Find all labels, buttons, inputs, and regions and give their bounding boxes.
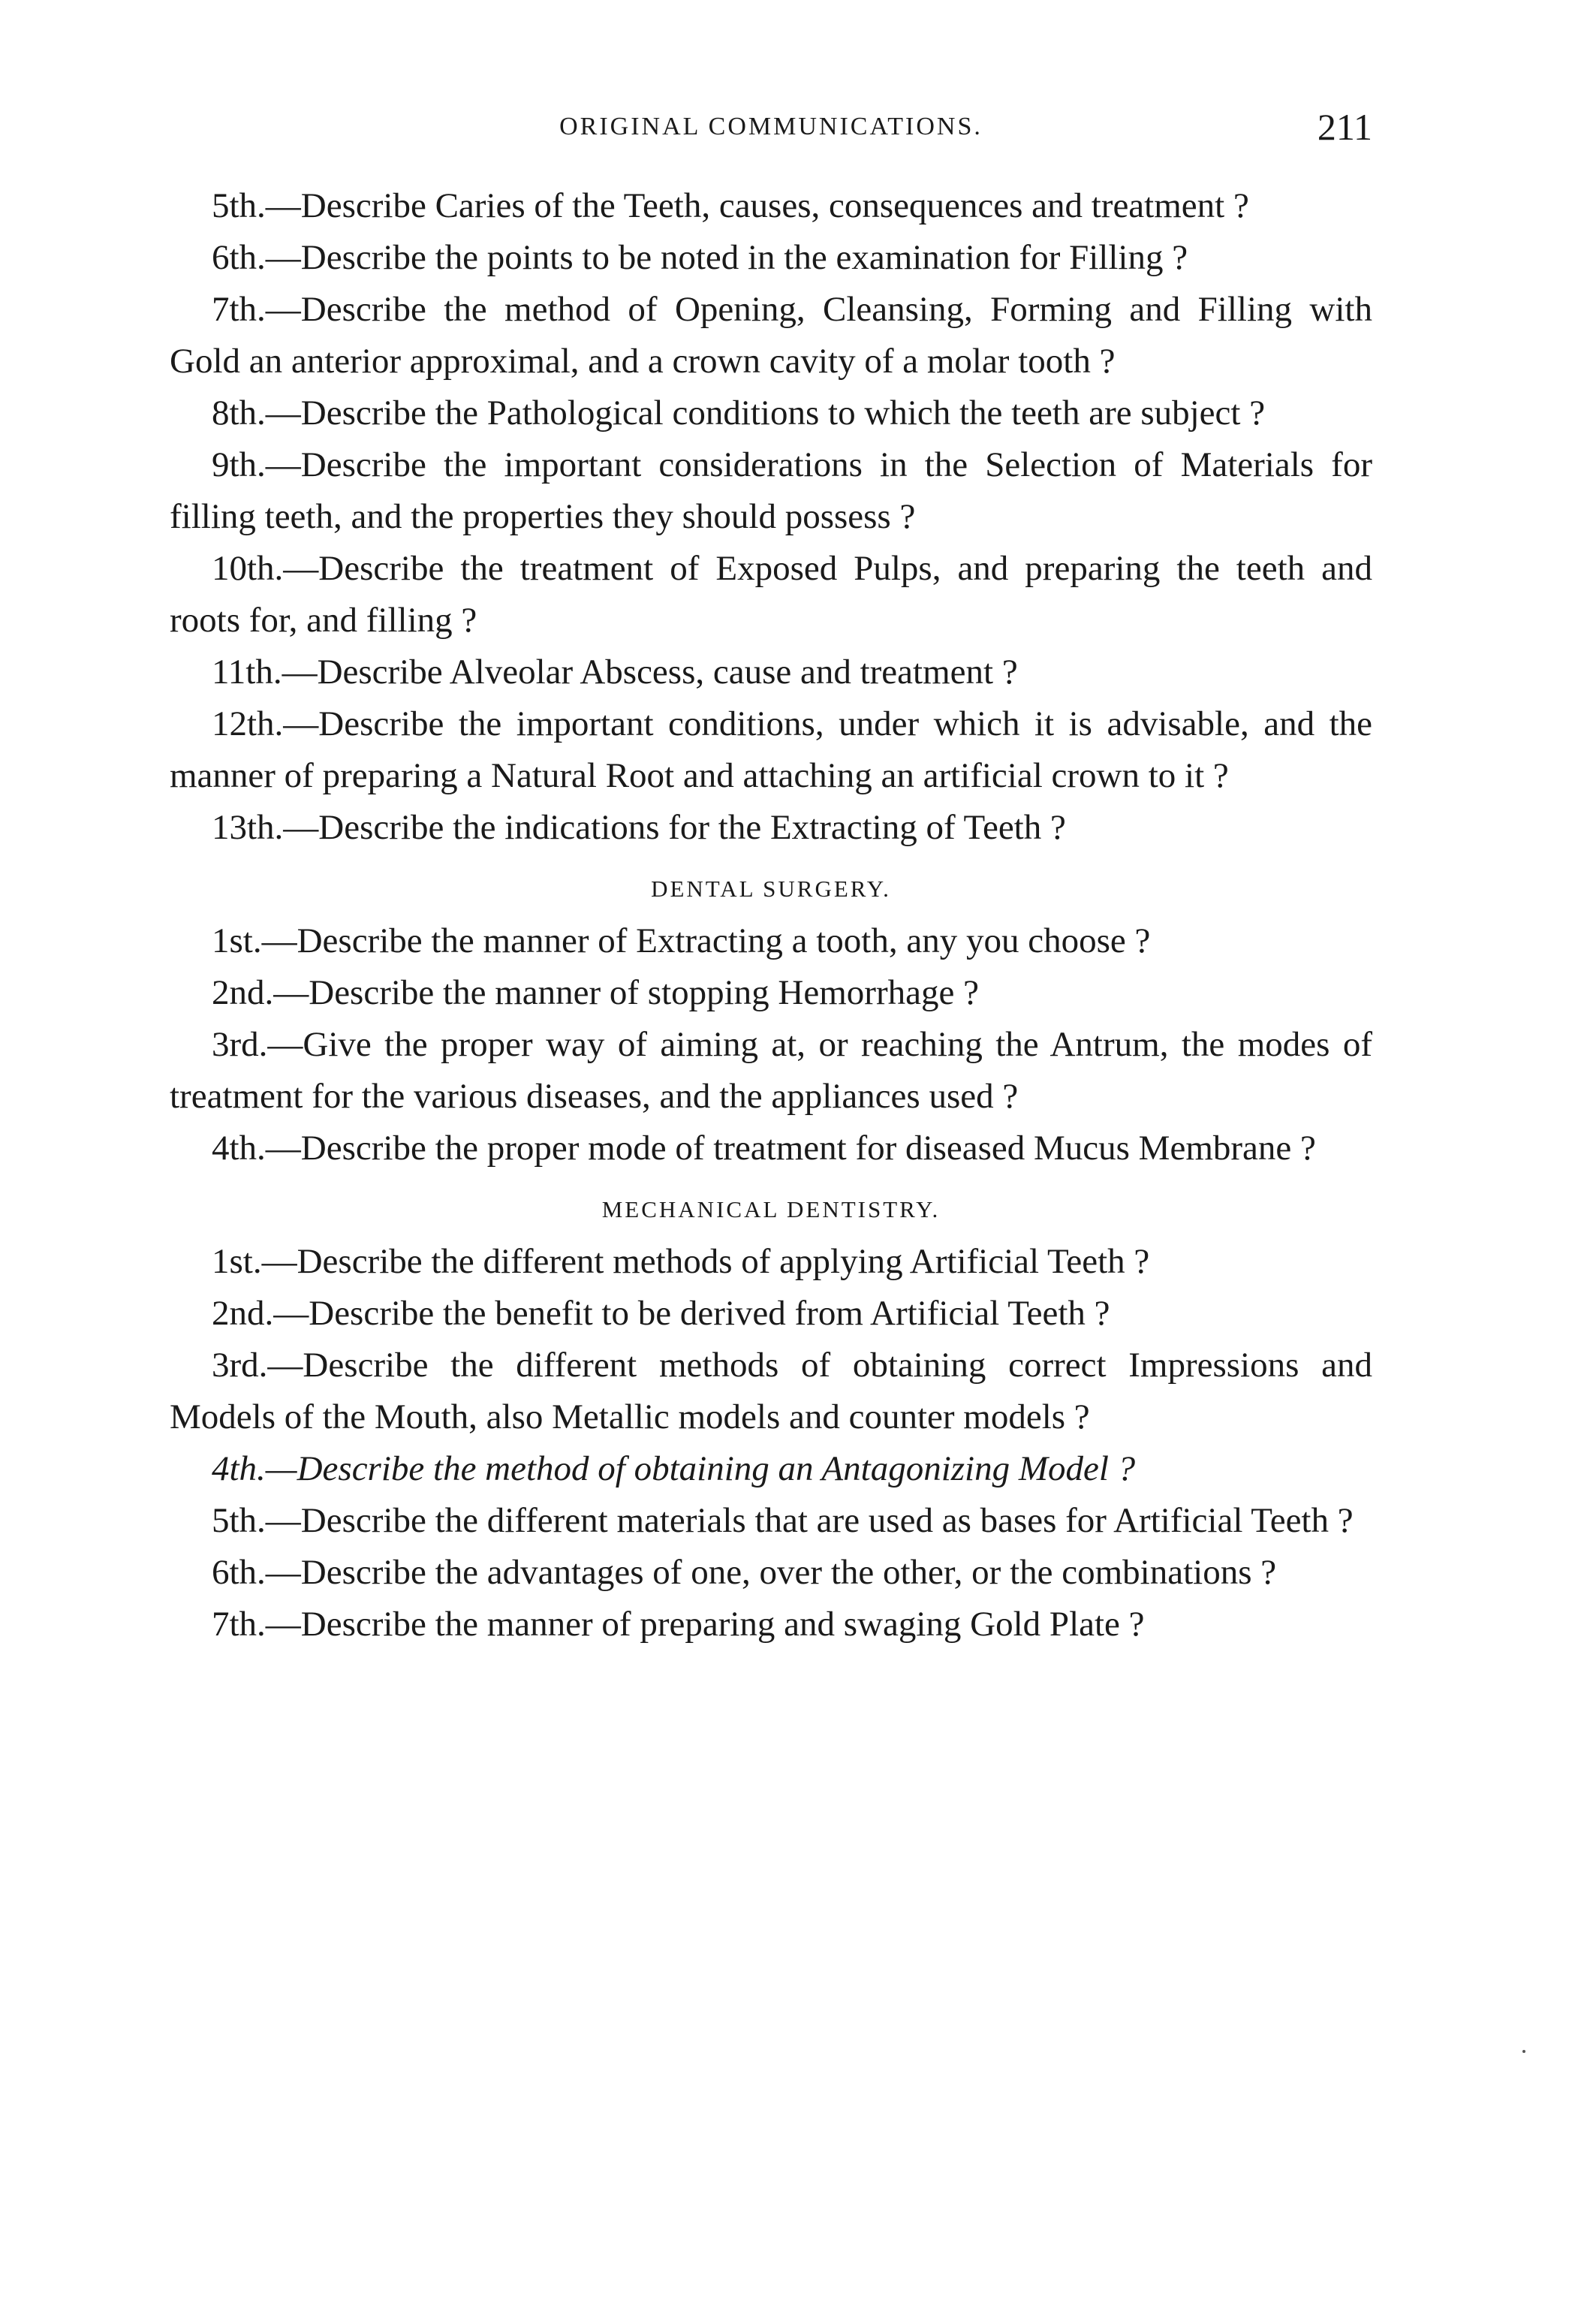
page-number: 211 <box>1317 106 1372 148</box>
question-9th: 9th.—Describe the important considerations in the Selection of Materials for filling teeth, and the properties they should possess ? <box>170 445 1372 536</box>
mechanical-dentistry-questions <box>170 1236 1372 1650</box>
mechanical-question-7th: 7th.—Describe the manner of preparing and swaging Gold Plate ? <box>212 1605 1145 1644</box>
surgery-question-3rd: 3rd.—Give the proper way of aiming at, or reaching the Antrum, the modes of treatment for the various diseases, and the appliances used ? <box>170 1025 1372 1116</box>
section-heading-mechanical-dentistry: MECHANICAL DENTISTRY. <box>601 1196 941 1222</box>
question-6th: 6th.—Describe the points to be noted in the examination for Filling ? <box>212 238 1188 277</box>
operative-questions <box>170 180 1372 854</box>
dental-surgery-questions <box>170 915 1372 1174</box>
question-11th: 11th.—Describe Alveolar Abscess, cause and treatment ? <box>212 653 1018 692</box>
surgery-question-1st: 1st.—Describe the manner of Extracting a tooth, any you choose ? <box>212 921 1151 960</box>
surgery-question-4th: 4th.—Describe the proper mode of treatment for diseased Mucus Membrane ? <box>212 1129 1316 1168</box>
margin-speck <box>1522 2050 1525 2053</box>
question-12th: 12th.—Describe the important conditions, under which it is advisable, and the manner of preparing a Natural Root and attaching an artificial crown to it ? <box>170 704 1372 795</box>
question-5th: 5th.—Describe Caries of the Teeth, causes, consequences and treatment ? <box>212 186 1249 225</box>
mechanical-question-2nd: 2nd.—Describe the benefit to be derived from Artificial Teeth ? <box>212 1294 1110 1333</box>
section-heading-dental-surgery: DENTAL SURGERY. <box>651 876 891 902</box>
question-8th: 8th.—Describe the Pathological conditions to which the teeth are subject ? <box>212 393 1266 433</box>
mechanical-question-5th: 5th.—Describe the different materials that are used as bases for Artificial Teeth ? <box>212 1501 1354 1540</box>
mechanical-question-4th: 4th.—Describe the method of obtaining an Antagonizing Model ? <box>212 1449 1136 1488</box>
question-10th: 10th.—Describe the treatment of Exposed Pulps, and preparing the teeth and roots for, and filling ? <box>170 549 1372 640</box>
surgery-question-2nd: 2nd.—Describe the manner of stopping Hemorrhage ? <box>212 973 979 1012</box>
mechanical-question-1st: 1st.—Describe the different methods of applying Artificial Teeth ? <box>212 1242 1150 1281</box>
mechanical-question-6th: 6th.—Describe the advantages of one, over the other, or the combinations ? <box>212 1553 1277 1592</box>
running-title: ORIGINAL COMMUNICATIONS. <box>559 113 983 140</box>
body-text <box>170 180 1372 1650</box>
question-7th: 7th.—Describe the method of Opening, Cleansing, Forming and Filling with Gold an anterior approximal, and a crown cavity of a molar tooth ? <box>170 290 1372 381</box>
mechanical-question-3rd: 3rd.—Describe the different methods of obtaining correct Impressions and Models of the Mouth, also Metallic models and counter models ? <box>170 1346 1372 1436</box>
running-head <box>170 105 1372 165</box>
question-13th: 13th.—Describe the indications for the Extracting of Teeth ? <box>212 808 1066 847</box>
